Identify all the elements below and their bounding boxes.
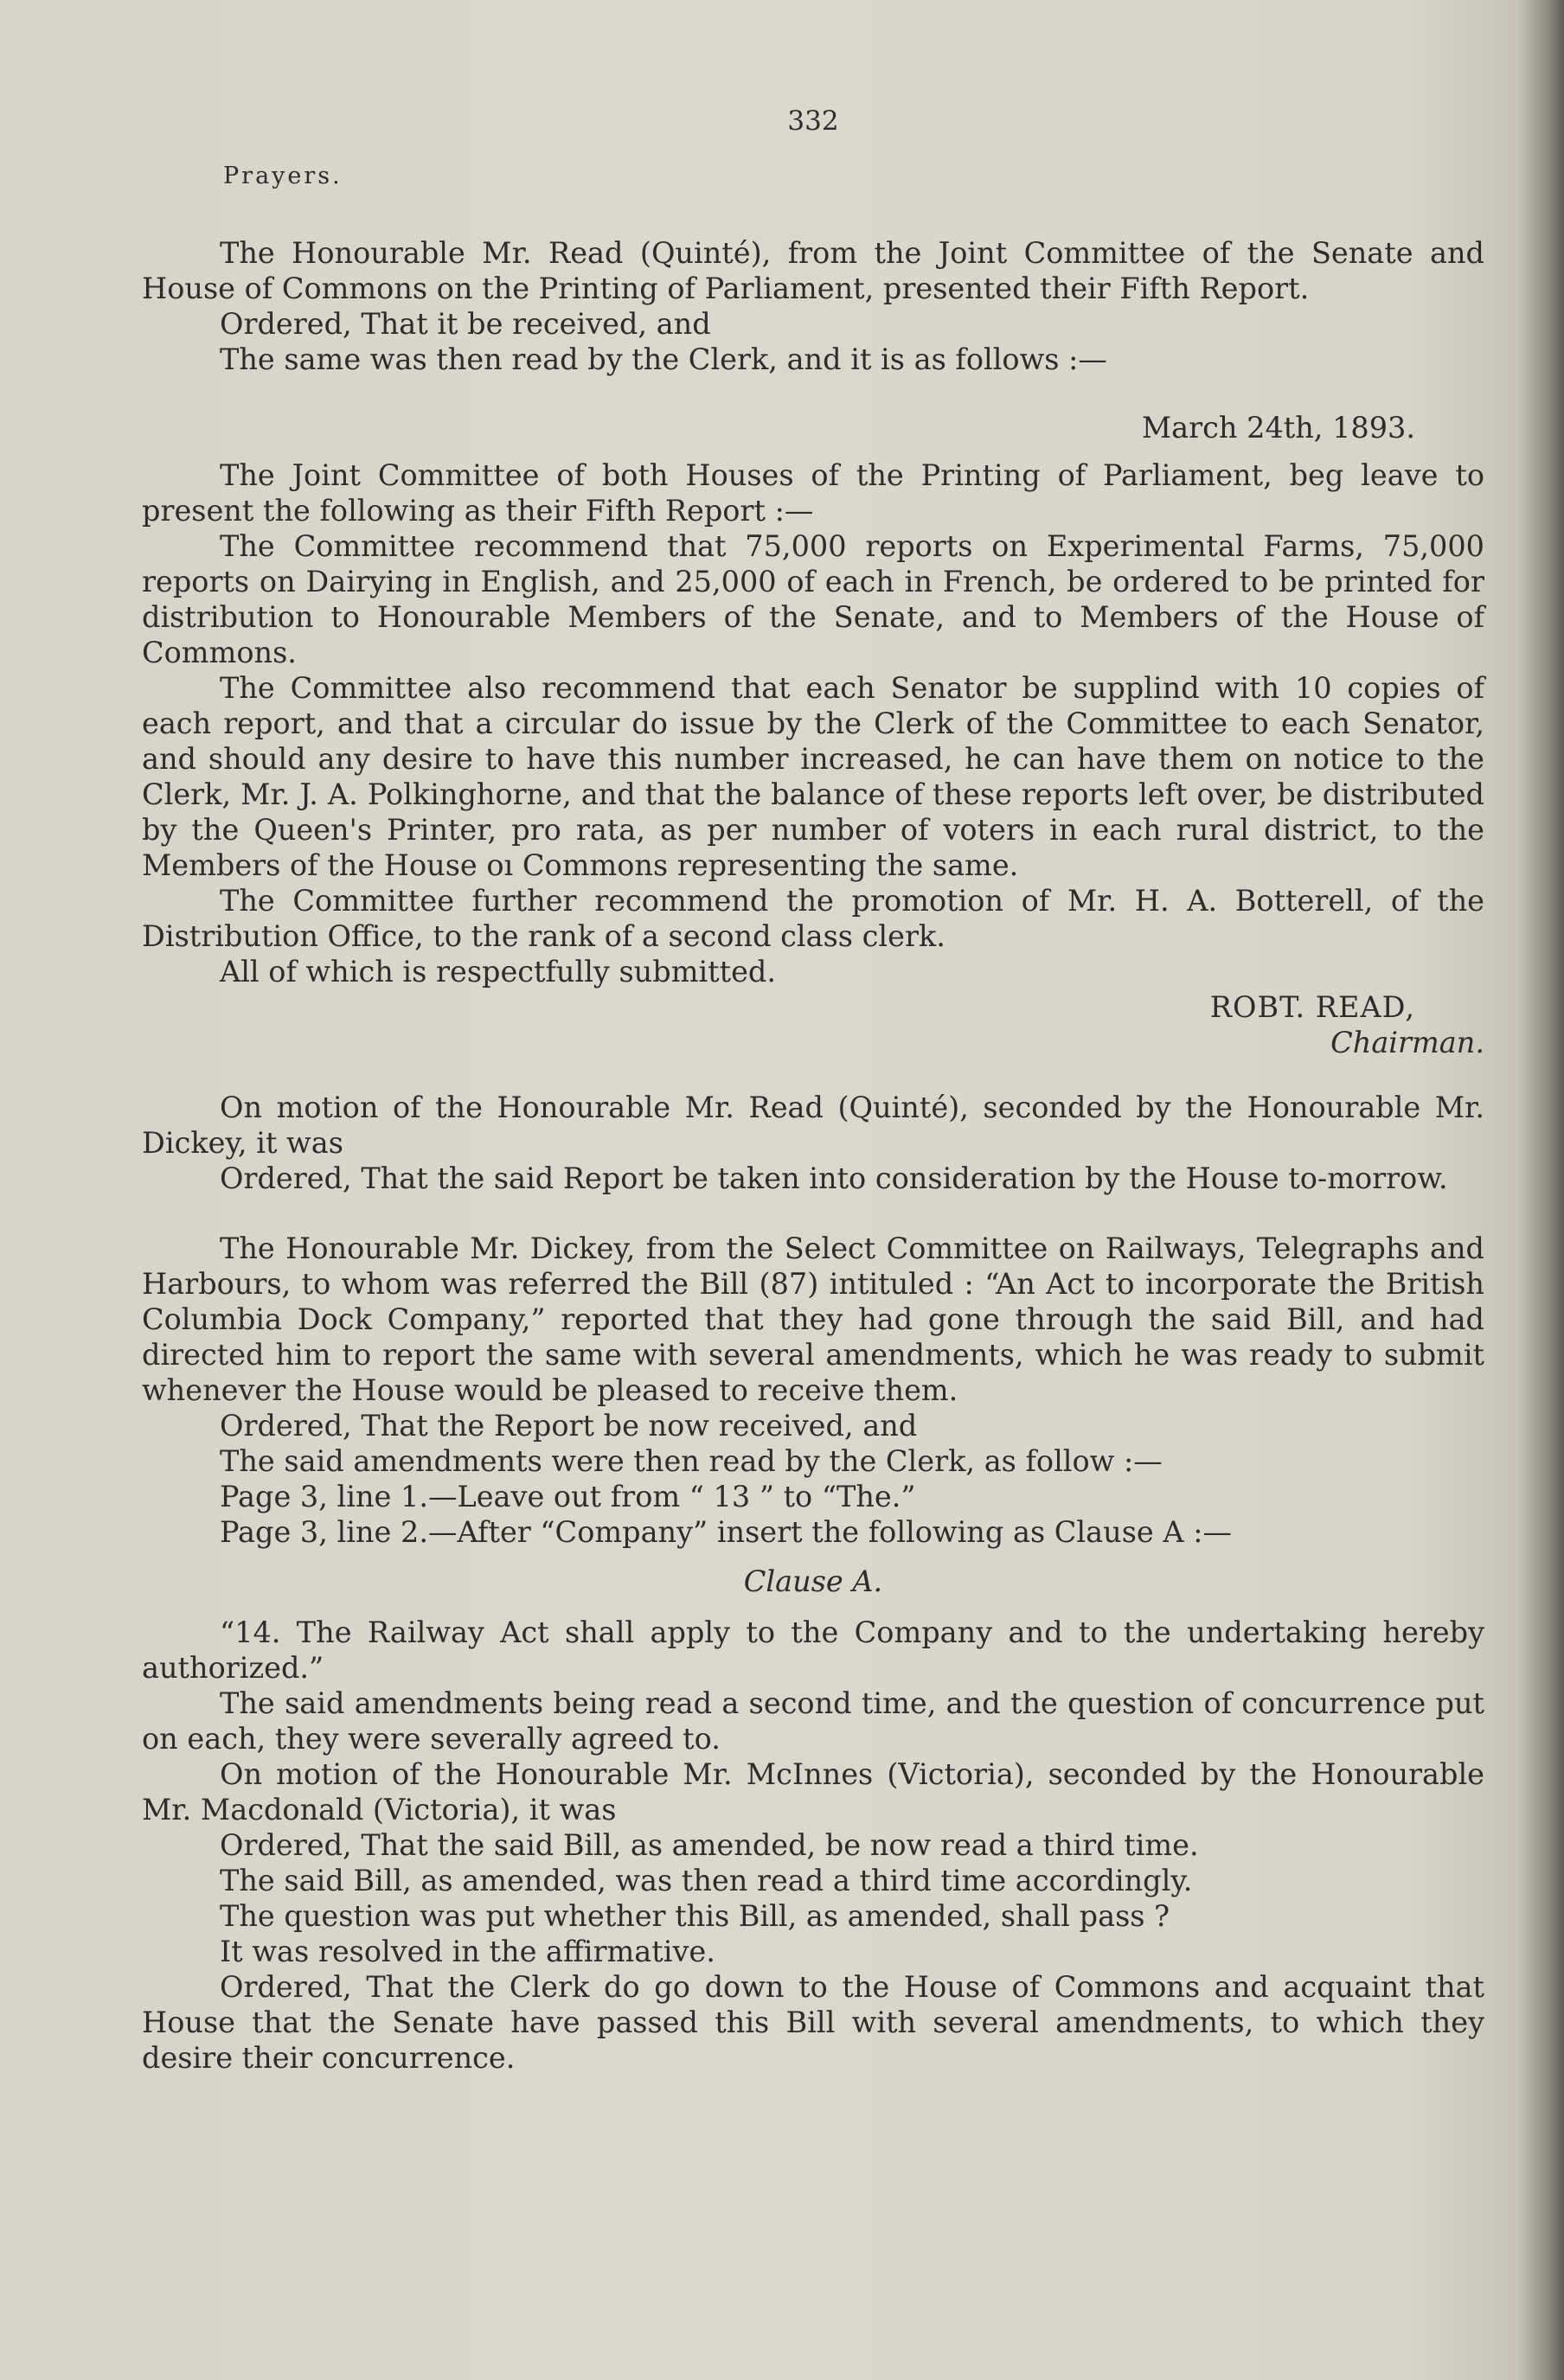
paragraph-motion-mcinnes: On motion of the Honourable Mr. McInnes (Victoria), seconded by the Honourable Mr. Macdonald (Victoria), it was [142, 1757, 1484, 1827]
paragraph-recommend-copies: The Committee also recommend that each Senator be supplind with 10 copies of each report, and that a circular do issue by the Clerk of the Committee to each Senator, and should any desire to have this number increased, he can have them on notice to the Clerk, Mr. J. A. Polkinghorne, and that the balance of these reports left over, be distributed by the Queen's Printer, pro ratа, as per number of voters in each rural district, to the Members of the House oı Commons representing the same. [142, 671, 1484, 882]
signature-name: ROBT. READ, [1209, 990, 1415, 1024]
paragraph-report-intro: The Joint Committee of both Houses of the Printing of Parliament, beg leave to present the following as their Fifth Report :— [142, 458, 1484, 528]
paragraph-ordered-report-received: Ordered, That the Report be now received, and [220, 1409, 918, 1443]
paragraph-concurrence: The said amendments being read a second time, and the question of concurrence put on each, they were severally agreed to. [142, 1686, 1484, 1756]
paragraph-recommend-promotion: The Committee further recommend the promotion of Mr. H. A. Botterell, of the Distribution Office, to the rank of a second class clerk. [142, 884, 1484, 953]
section-heading-prayers: Prayers. [223, 163, 343, 189]
paragraph-third-reading-ordered: Ordered, That the said Bill, as amended, be now read a third time. [220, 1828, 1199, 1862]
paragraph-question-put: The question was put whether this Bill, as amended, shall pass ? [220, 1899, 1170, 1933]
paragraph-ordered-consideration: Ordered, That the said Report be taken into consideration by the House to-morrow. [220, 1161, 1448, 1195]
signature-title: Chairman. [1330, 1026, 1484, 1059]
paragraph-ordered-received: Ordered, That it be received, and [220, 307, 711, 341]
paragraph-amendment-line-2: Page 3, line 2.—After “Company” insert the following as Clause A :— [220, 1515, 1232, 1549]
page-text [142, 104, 1484, 2076]
clause-heading: Clause A. [743, 1564, 883, 1598]
spacer [142, 1196, 1484, 1231]
paragraph-amendments-read: The said amendments were then read by the Clerk, as follow :— [220, 1444, 1163, 1478]
paragraph-submitted: All of which is respectfully submitted. [220, 955, 777, 988]
paragraph-clause-text: “14. The Railway Act shall apply to the Company and to the undertaking hereby authorized.” [142, 1615, 1484, 1685]
paragraph-amendment-line-1: Page 3, line 1.—Leave out from “ 13 ” to “The.” [220, 1480, 916, 1513]
page-number: 332 [787, 106, 839, 137]
paragraph-read-by-clerk: The same was then read by the Clerk, and it is as follows :— [220, 342, 1107, 376]
paragraph-recommend-reports: The Committee recommend that 75,000 reports on Experimental Farms, 75,000 reports on Dairying in English, and 25,000 of each in French, be ordered to be printed for distribution to Honourable Members of the Senate, and to Members of the House of Commons. [142, 529, 1484, 669]
paragraph-resolved: It was resolved in the affirmative. [220, 1935, 715, 1968]
paragraph-third-reading-done: The said Bill, as amended, was then read a third time accordingly. [220, 1864, 1193, 1897]
paragraph-railways-committee: The Honourable Mr. Dickey, from the Select Committee on Railways, Telegraphs and Harbours, to whom was referred the Bill (87) intituled : “An Act to incorporate the British Columbia Dock Company,” reported that they had gone through the said Bill, and had directed him to report the same with several amendments, which he was ready to submit whenever the House would be pleased to receive them. [142, 1232, 1484, 1407]
paragraph-report-presented: The Honourable Mr. Read (Quinté), from the Joint Committee of the Senate and House of Commons on the Printing of Parliament, presented their Fifth Report. [142, 236, 1484, 305]
report-date: March 24th, 1893. [1141, 411, 1415, 445]
paragraph-motion-read: On motion of the Honourable Mr. Read (Quinté), seconded by the Honourable Mr. Dickey, it was [142, 1091, 1484, 1160]
paragraph-acquaint-commons: Ordered, That the Clerk do go down to the House of Commons and acquaint that House that the Senate have passed this Bill with several amendments, to which they desire their concurrence. [142, 1970, 1484, 2075]
